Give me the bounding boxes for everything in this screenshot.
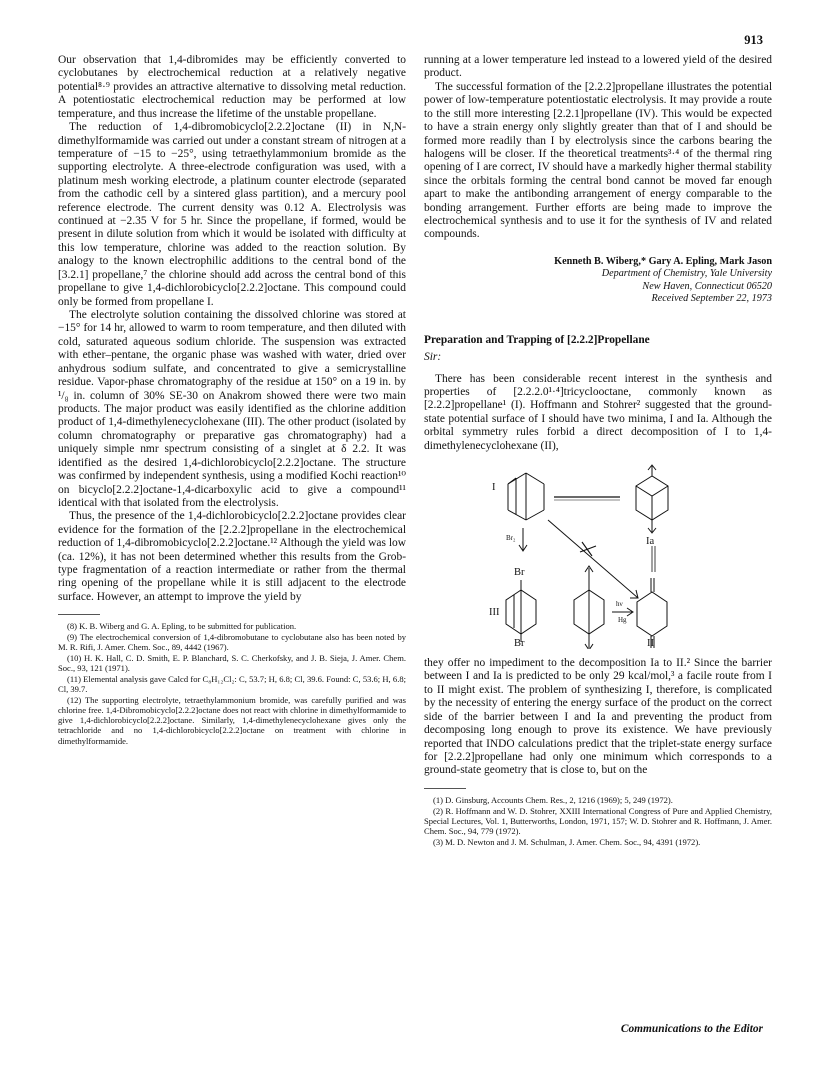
footnote: (12) The supporting electrolyte, tetraethylammonium bromide, was carefully purified and was chlorine free. 1,4-Dibromobicyclo[2.2.2]octane does not react with chlorine in dimethylformamide to give 1,4-dichlorobicyclo[2.2.2]octane. Similarly, 1,4-dimethylenecyclohexane gives only the tetrachloride and no 1,4-dichlorobicyclo[2.2.2]octane on treatment with chlorine in dimethylformamide.: [58, 694, 406, 746]
body-paragraph: The electrolyte solution containing the dissolved chlorine was stored at −15° for 14 hr, allowed to warm to room temperature, and then diluted with cold, saturated aqueous sodium chloride. The suspension was extracted with ether–pentane, the organic phase was washed with water, dried over anhydrous sodium sulfate, and concentrated to give a semicrystalline residue. Vapor-phase chromatography of the residue at 150° on a 19 in. by ¹/₈ in. column of 30% SE-30 on Anakrom showed there were two main products. The major product was easily identified as the chlorine addition product of 1,4-dimethylenecyclohexane (III). The other product (isolated by column chromatography or preparative gas chromatography) had a uniquely simple nmr spectrum consisting of a singlet at δ 2.2. It was identified as the desired 1,4-dichlorobicyclo[2.2.2]octane. The structure was confirmed by independent synthesis, using a modified Kochi reaction¹⁰ on bicyclo[2.2.2]octane-1,4-dicarboxylic acid to give a compound¹¹ identical with that isolated from the electrolysis.: [58, 309, 406, 509]
author-signature: [424, 256, 772, 306]
salutation: Sir:: [424, 350, 442, 363]
label-hg: Hg: [618, 616, 627, 625]
page-number: 913: [744, 33, 763, 47]
body-paragraph: There has been considerable recent interest in the synthesis and properties of [2.2.2.0¹·⁴]tricyclooctane, commonly known as [2.2.2]propellane¹ (I). Hoffmann and Stohrer² suggested that the ground-state potential surface of I should have two minima, I and Ia. Although the orbital symmetry rules forbid a direct decomposition of I to 1,4-dimethylenecyclohexane (II),: [424, 372, 772, 452]
footnote: (9) The electrochemical conversion of 1,4-dibromobutane to cyclobutane also has been noted by M. R. Rifi, J. Amer. Chem. Soc., 89, 4442 (1967).: [58, 632, 406, 653]
left-column: [58, 54, 406, 746]
label-Ia: Ia: [646, 536, 655, 548]
label-br2: Br₂: [506, 534, 516, 543]
label-hv: hν: [616, 600, 623, 609]
reaction-scheme-drawing: [424, 460, 772, 649]
label-br-bottom: Br: [514, 638, 525, 650]
body-paragraph: running at a lower temperature led instead to a lowered yield of the desired product.: [424, 54, 772, 80]
label-I: I: [492, 482, 496, 494]
body-paragraph: The successful formation of the [2.2.2]propellane illustrates the potential power of low-temperature potentiostatic electrolysis. It may provide a route to the still more interesting [2.2.1]propellane (IV). This would be expected to have a strain energy only slightly greater than that of I and should be formed more readily than I by electrolysis since the carbons bearing the halogens will be closer. If the theoretical treatments³·⁴ of the thermal ring opening of I are correct, IV should have a markedly higher thermal stability since the orbitals forming the central bond cannot be moved far enough apart to make the antibonding arrangement of energy comparable to the bonding arrangement. Further efforts are being made to improve the electrochemical synthesis and to use it for the synthesis of IV and related compounds.: [424, 80, 772, 241]
label-br-top: Br: [514, 567, 525, 579]
footnote: (2) R. Hoffmann and W. D. Stohrer, XXIII International Congress of Pure and Applied Chemistry, Special Lectures, Vol. 1, Butterworths, London, 1971, 157; W. D. Stohrer and R. Hoffmann, J. Amer. Chem. Soc., 94, 779 (1972).: [424, 805, 772, 836]
dibromide-structure-III: [506, 580, 536, 642]
body-paragraph: they offer no impediment to the decomposition Ia to II.² Since the barrier between I and Ia is predicted to be only 29 kcal/mol,³ a facile route from I to II might exist. The problem of synthesizing I, therefore, is complicated by the necessity of entering the energy surface of the product on the correct side of the barrier between I and Ia and preventing the product from decomposing long enough to prove its existence. We have previously reported that INDO calculations predict that the triplet-state energy surface for [2.2.2]propellane had only one minimum which corresponds to a ground-state geometry that is close to, but on the: [424, 657, 772, 777]
body-paragraph: Thus, the presence of the 1,4-dichlorobicyclo[2.2.2]octane provides clear evidence for the formation of the [2.2.2]propellane in the electrochemical reduction of 1,4-dibromobicyclo[2.2.2]octane.¹² Although the yield was low (ca. 12%), it has not been determined whether this results from the Grob-type fragmentation of a reaction intermediate or rather from the thermal ring opening of the propellane while it is still adjacent to the electrode surface. However, an attempt to improve the yield by: [58, 510, 406, 603]
label-III: III: [489, 607, 500, 619]
right-column: [424, 54, 772, 847]
footnote: (3) M. D. Newton and J. M. Schulman, J. Amer. Chem. Soc., 94, 4391 (1972).: [433, 836, 701, 847]
forbidden-arrow: [548, 520, 638, 598]
footnote-rule: [58, 614, 100, 615]
body-paragraph: The reduction of 1,4-dibromobicyclo[2.2.2]octane (II) in N,N-dimethylformamide was carried out under a constant stream of nitrogen at a temperature of −15 to −25°, using tetraethylammonium bromide as the supporting electrolyte. A three-electrode configuration was used, with a platinum mesh working electrode, a platinum counter electrode (separated from the cathodic cell by a sintered glass partition), and a mercury pool reference electrode. The current density was 0.12 A. Electrolysis was continued at −2.35 V for 5 hr. Since the propellane, if formed, would be present in dilute solution from which it would be isolated with difficulty at this low temperature, chlorine was added to the reaction solution. By analogy to the known electrophilic additions to the central bond of the [3.2.1] propellane,⁷ the chlorine should add across the central bond of this propellane to give 1,4-dichlorobicyclo[2.2.2]octane. This compound could only be formed from propellane I.: [58, 121, 406, 308]
intermediate-structure: [574, 566, 604, 649]
author-names: Kenneth B. Wiberg,* Gary A. Epling, Mark Jason: [554, 255, 772, 267]
reaction-scheme: [424, 460, 772, 649]
footnote: (1) D. Ginsburg, Accounts Chem. Res., 2, 1216 (1969); 5, 249 (1972).: [433, 794, 673, 805]
affiliation-city: New Haven, Connecticut 06520: [642, 280, 772, 292]
footnote: (11) Elemental analysis gave Calcd for C₈H₁₂Cl₂: C, 53.7; H, 6.8; Cl, 39.6. Found: C, 53.6; H, 6.8; Cl, 39.7.: [58, 673, 406, 695]
footnote: (8) K. B. Wiberg and G. A. Epling, to be submitted for publication.: [67, 621, 297, 632]
affiliation-department: Department of Chemistry, Yale University: [601, 268, 772, 280]
label-II: II: [647, 638, 654, 650]
body-paragraph: Our observation that 1,4-dibromides may be efficiently converted to cyclobutanes by electrochemical reduction at a relatively negative potential⁸·⁹ provides an attractive alternative to dissolving metal reduction. A potentiostatic electrochemical reduction may be performed at low temperature, and thus increase the lifetime of the unstable propellane.: [58, 54, 406, 120]
received-date: Received September 22, 1973: [651, 293, 772, 305]
footnote-rule: [424, 788, 466, 789]
diradical-structure-Ia: [636, 465, 668, 533]
journal-section-footer: Communications to the Editor: [620, 1023, 763, 1035]
propellane-structure-I: [508, 473, 544, 520]
footnote: (10) H. K. Hall, C. D. Smith, E. P. Blanchard, S. C. Cherkofsky, and J. B. Sieja, J. Amer. Chem. Soc., 93, 121 (1971).: [58, 652, 406, 674]
article-title: Preparation and Trapping of [2.2.2]Propellane: [424, 333, 650, 346]
